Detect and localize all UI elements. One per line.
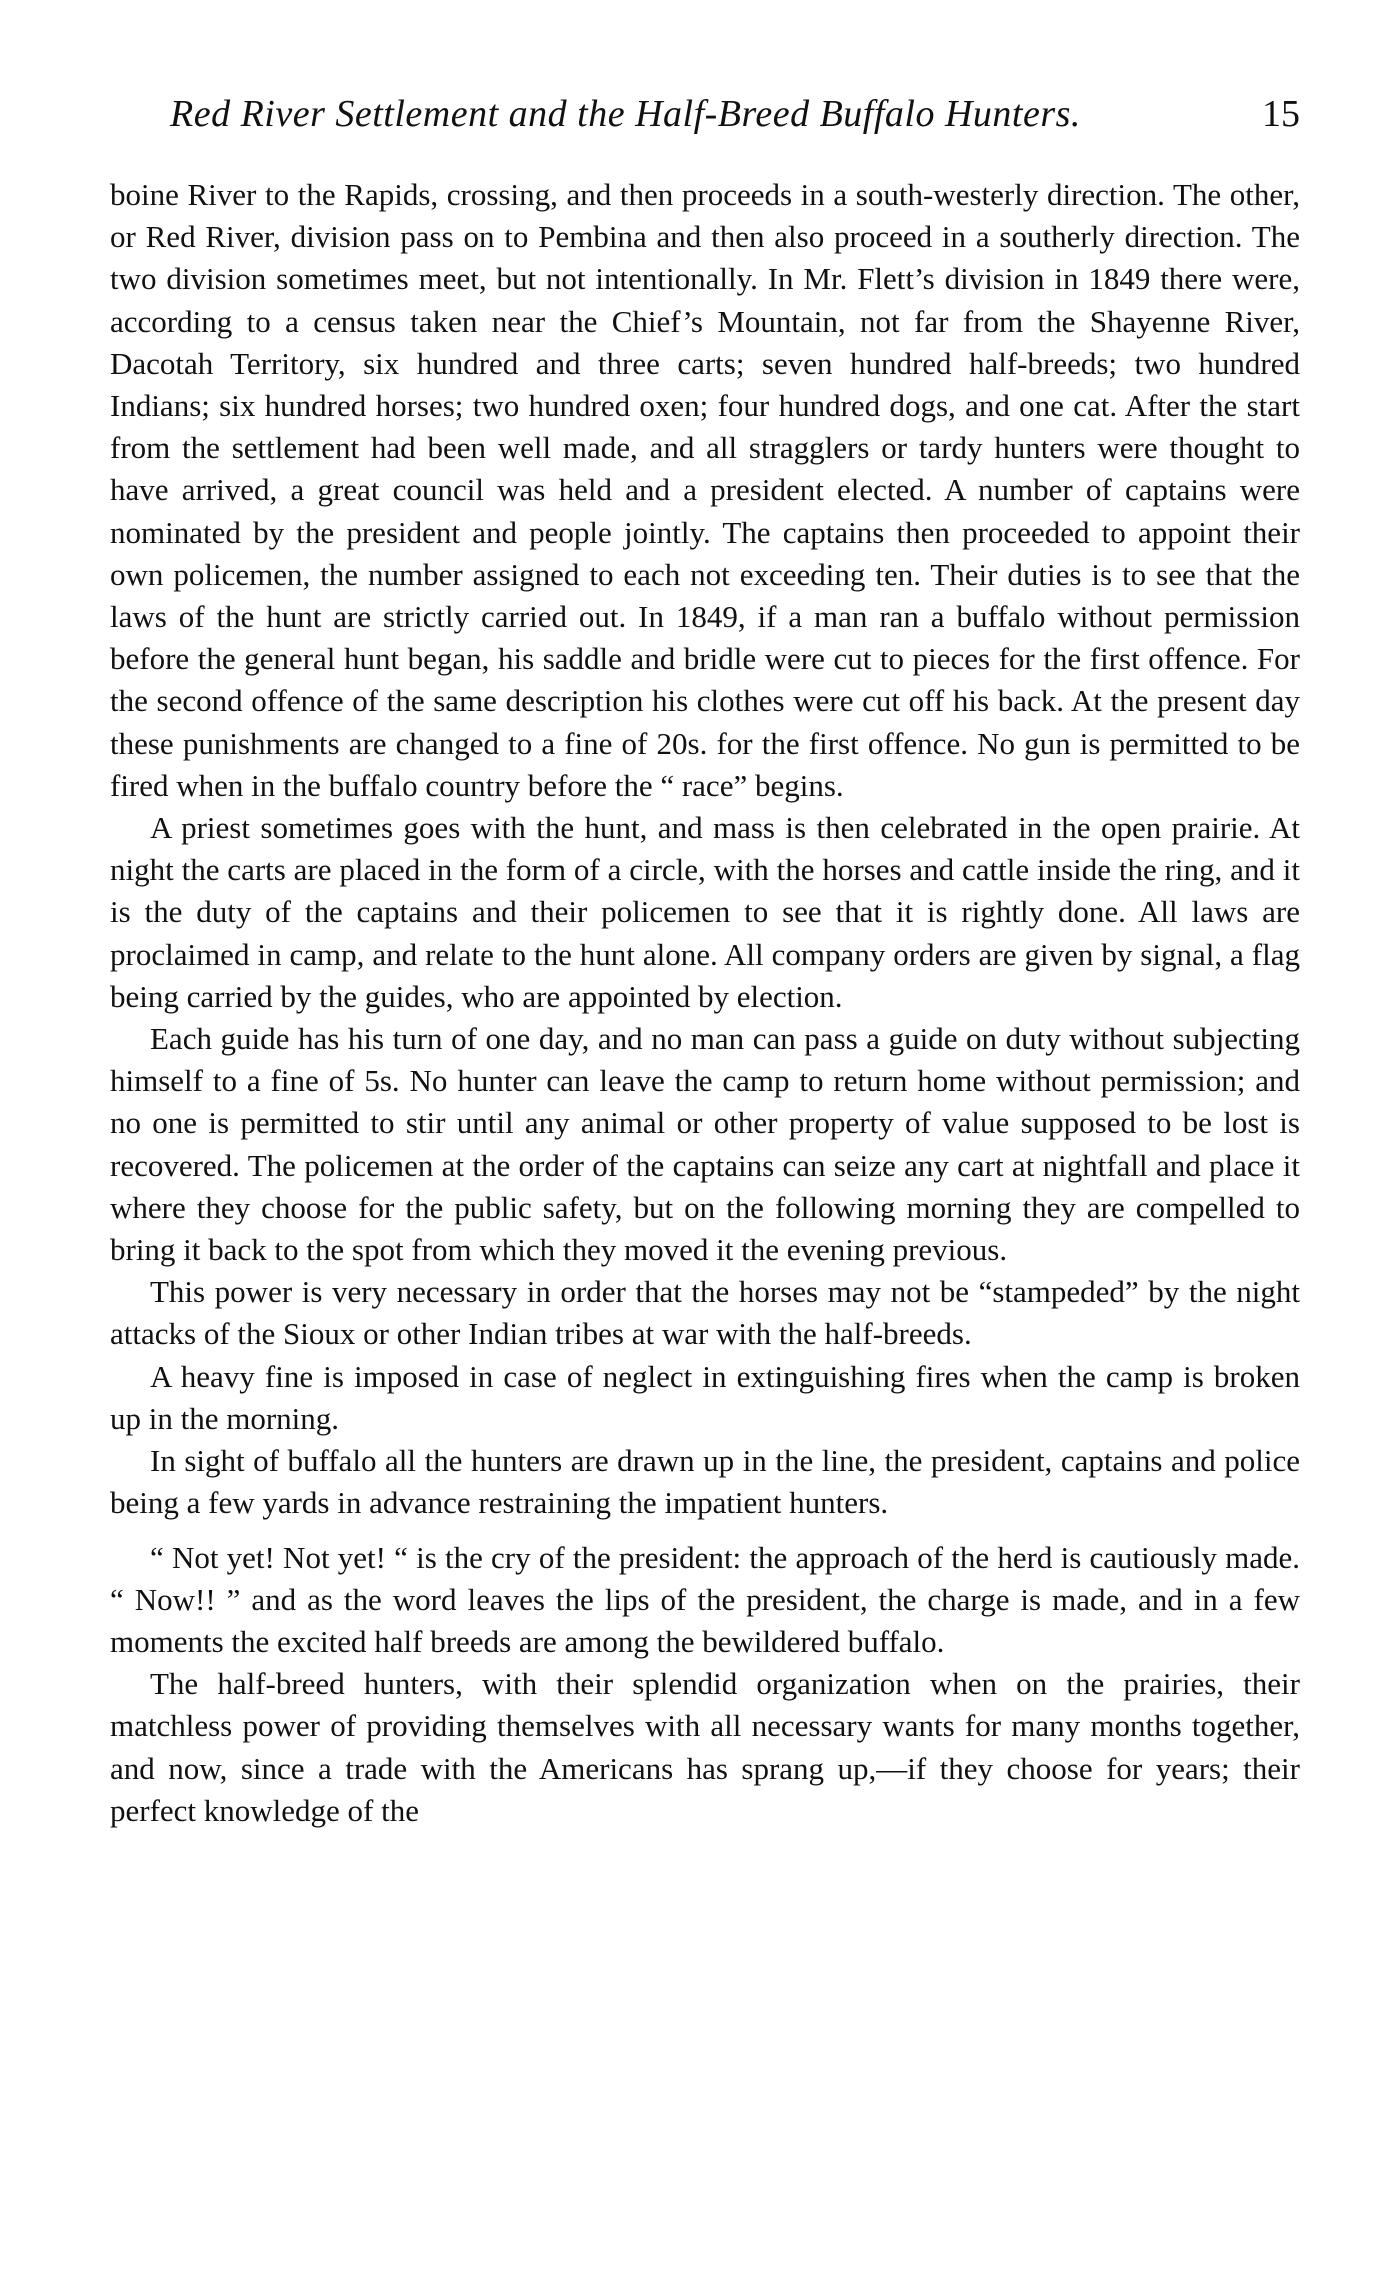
paragraph-7: “ Not yet! Not yet! “ is the cry of the president: the approach of the herd is cautiously made. “ Now!! ” and as the word leaves the lips of the president, the charge is made, and in a few moments the excited half breeds are among the bewildered buffalo. [110, 1539, 1300, 1659]
page-header [170, 92, 1300, 152]
paragraph-3: Each guide has his turn of one day, and no man can pass a guide on duty without subjecting himself to a fine of 5s. No hunter can leave the camp to return home without permission; and no one is permitted to stir until any animal or other property of value supposed to be lost is recovered. The policemen at the order of the captains can seize any cart at nightfall and place it where they choose for the public safety, but on the following morning they are compelled to bring it back to the spot from which they moved it the evening previous. [110, 1021, 1300, 1268]
paragraph-6: In sight of buffalo all the hunters are drawn up in the line, the president, captains and police being a few yards in advance restraining the impatient hunters. [110, 1443, 1300, 1521]
running-title: Red River Settlement and the Half-Breed Buffalo Hunters. [170, 93, 1081, 135]
paragraph-4: This power is very necessary in order that the horses may not be “stampeded” by the night attacks of the Sioux or other Indian tribes at war with the half-breeds. [110, 1274, 1300, 1352]
paragraph-1: boine River to the Rapids, crossing, and then proceeds in a south-westerly direction. The other, or Red River, division pass on to Pembina and then also proceed in a southerly direction. The two division sometimes meet, but not intentionally. In Mr. Flett’s division in 1849 there were, according to a census taken near the Chief’s Mountain, not far from the Shayenne River, Dacotah Territory, six hundred and three carts; seven hundred half-breeds; two hundred Indians; six hundred horses; two hundred oxen; four hundred dogs, and one cat. After the start from the settlement had been well made, and all stragglers or tardy hunters were thought to have arrived, a great council was held and a president elected. A number of captains were nominated by the president and people jointly. The captains then proceeded to appoint their own policemen, the number assigned to each not exceeding ten. Their duties is to see that the laws of the hunt are strictly carried out. In 1849, if a man ran a buffalo without permission before the general hunt began, his saddle and bridle were cut to pieces for the first offence. For the second offence of the same description his clothes were cut off his back. At the present day these punishments are changed to a fine of 20s. for the first offence. No gun is permitted to be fired when in the buffalo country before the “ race” begins. [110, 177, 1300, 803]
paragraph-5: A heavy fine is imposed in case of neglect in extinguishing fires when the camp is broken up in the morning. [110, 1358, 1300, 1436]
paragraph-8: The half-breed hunters, with their splendid organization when on the prairies, their matchless power of providing themselves with all necessary wants for many months together, and now, since a trade with the Americans has sprang up,—if they choose for years; their perfect knowledge of the [110, 1666, 1300, 1828]
paragraph-2: A priest sometimes goes with the hunt, and mass is then celebrated in the open prairie. At night the carts are placed in the form of a circle, with the horses and cattle inside the ring, and it is the duty of the captains and their policemen to see that it is rightly done. All laws are proclaimed in camp, and relate to the hunt alone. All company orders are given by signal, a flag being carried by the guides, who are appointed by election. [110, 810, 1300, 1014]
page-number: 15 [1262, 93, 1300, 135]
body-text [110, 174, 1300, 1832]
